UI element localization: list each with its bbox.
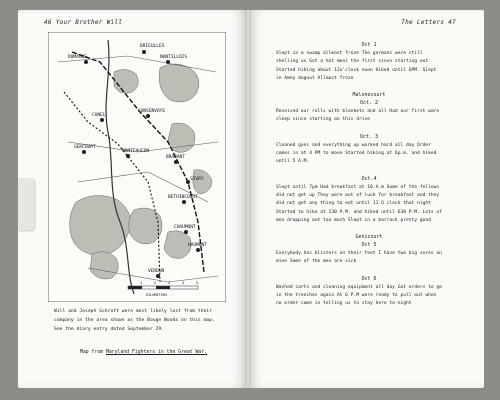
diary-heading: Malonecourt <box>352 92 386 99</box>
diary-heading: Oct. 3 <box>359 133 379 140</box>
map-label: MONTFAUCON <box>122 149 150 154</box>
battle-map <box>48 32 226 302</box>
svg-text:1: 1 <box>140 281 143 285</box>
diary-heading: Oct. 2 <box>359 100 379 107</box>
left-page <box>18 10 248 388</box>
diary-paragraph: Cleaned guns and everything up worked hard all day Order comes in at 4 PM to move Started hiking at 6p.m. and hiked until 5 A.M. <box>276 142 437 165</box>
diary-heading: Oct.4 <box>361 175 377 182</box>
map-source: Map from Maryland Fighters in the Great War. <box>80 350 208 355</box>
map-label: BRIEULLES <box>140 44 165 49</box>
svg-text:4: 4 <box>182 281 185 285</box>
map-label: CHAUMONT <box>174 225 196 230</box>
book-spine <box>246 10 250 388</box>
diary-heading: Genicourt <box>355 234 383 241</box>
map-scale-label: KILOMETERS <box>146 293 168 297</box>
diary-paragraph: Everybody has blisters on their feet I have two big sores on mine Some of the men are sick <box>276 251 442 265</box>
diary-paragraph: Slept until 7pm Had breakfast at 10 A.m Some of the fellows did not get up They were out of luck for breakfast and they did not get any thing to eat until 11 O clock that night Started to hike at 130 P.M. and hiked until 630 P.M. Lots of men dropping out too much Slept in a barrack pretty good <box>276 184 442 223</box>
svg-text:5: 5 <box>196 281 199 285</box>
bookmark-tab <box>18 178 34 230</box>
diary-paragraph: Received our rolls with blankets and all Had our first ware sleep since starting on this drive <box>276 109 440 123</box>
map-label: CUNEL <box>92 113 106 118</box>
diary-entries <box>276 41 462 317</box>
diary-heading: Oct 6 <box>361 275 377 282</box>
source-title: Maryland Fighters in the Great War. <box>106 350 208 355</box>
diary-paragraph: Washed carts and cleaning equipment all day Got orders to go in the trenches again At 6 P.M were ready to pull out when no order came in telling us to stay here to-night <box>276 284 442 307</box>
map-label: ROMAGNE <box>68 55 87 60</box>
diary-heading: Oct 5 <box>361 242 377 249</box>
map-label: BETHINCOURT <box>168 195 198 200</box>
right-page <box>248 10 484 388</box>
svg-text:3: 3 <box>168 281 171 285</box>
map-label: HAUMONT <box>188 243 207 248</box>
map-label: CONSENVOYE <box>138 109 166 114</box>
diary-paragraph: Slept in a swamp allmost froze The germans were still shelling us Got a hot meal the first since starting out Started hiking about 12o'clock noon Hiked until 6PM. Slept in Amey dugout Allmost froze <box>276 51 437 81</box>
map-label: GERCOURT <box>74 145 96 150</box>
running-head-left: 46 Your Brother Will <box>44 19 123 26</box>
map-label: VERDUN <box>148 269 165 274</box>
open-book <box>18 10 484 388</box>
map-label: NANTILLOIS <box>160 55 188 60</box>
svg-text:2: 2 <box>154 281 157 285</box>
map-label: BRABANT <box>166 155 185 160</box>
map-label: SIVRY <box>190 177 204 182</box>
running-head-right: The Letters 47 <box>401 19 456 26</box>
diary-heading: Oct 1 <box>361 42 377 48</box>
map-caption: Will and Joseph Schrott were most likely lost from their company in the area shown as the Bouge Woods on this map. See the diary entry dated September 29. <box>54 309 215 332</box>
